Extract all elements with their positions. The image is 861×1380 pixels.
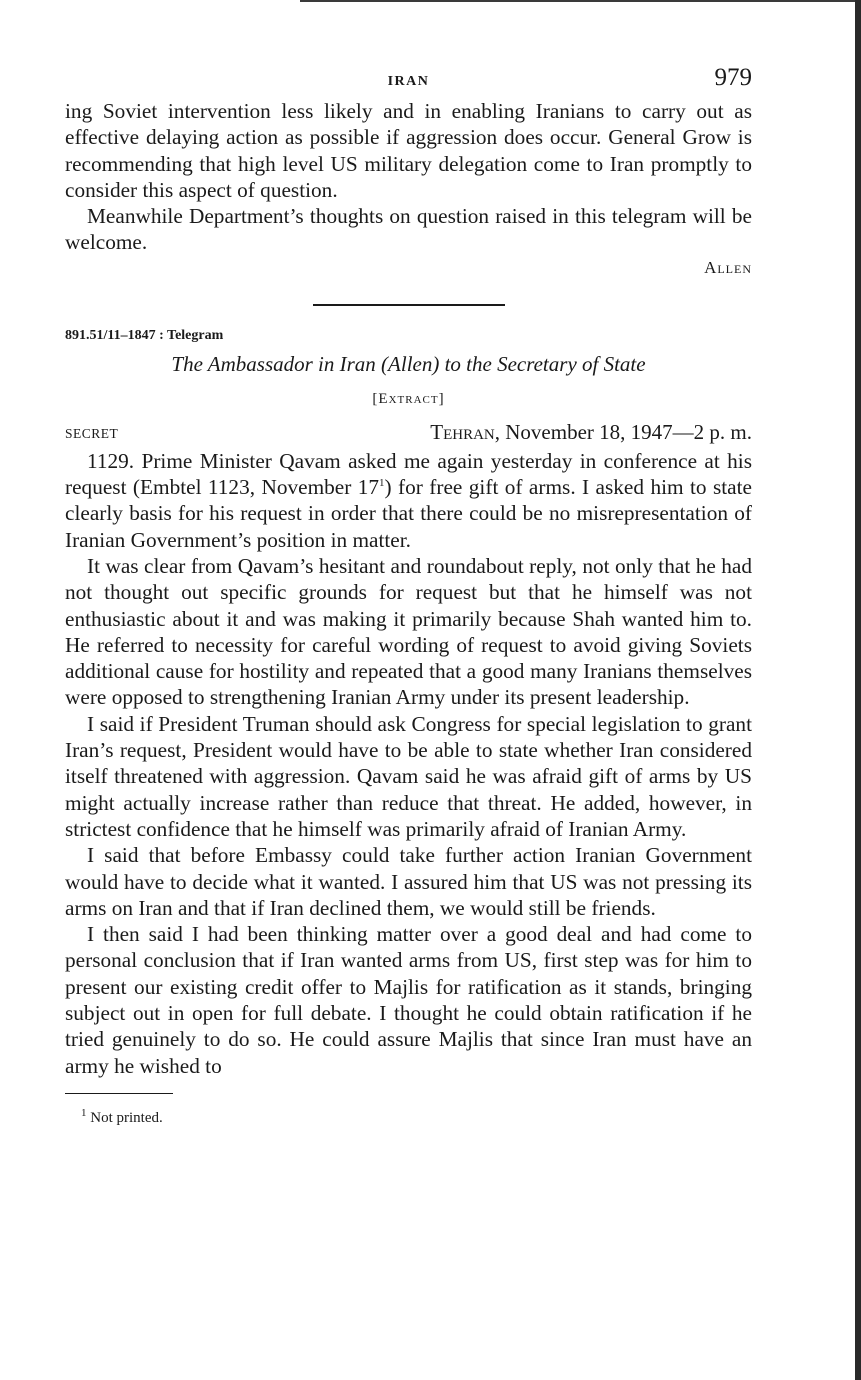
page-number: 979 (714, 64, 752, 91)
body-paragraph-4: I said that before Embassy could take further action Iranian Government would have to decide what it wanted. I assured him that US was not pressing its arms on Iran and that if Iran declined them, we would still be friends. (65, 843, 752, 920)
section-divider (313, 304, 505, 306)
footnote-ref: 1 (379, 476, 385, 489)
place: Tehran, (430, 419, 501, 444)
continued-paragraph: ing Soviet intervention less likely and in enabling Iranians to carry out as effective delaying action as possible if aggression does occur. General Grow is recommending that high level US military delegation come to Iran promptly to consider this aspect of question. (65, 99, 752, 202)
page-right-edge (855, 0, 861, 1380)
p1-text-b: ) for free gift of arms. I asked him to state clearly basis for his request in order that there could be no misrepresentation of Iranian Government’s position in matter. (65, 475, 752, 552)
dateline (65, 420, 752, 448)
closing-paragraph: Meanwhile Department’s thoughts on question raised in this telegram will be welcome. (65, 204, 752, 255)
file-reference: 891.51/11–1847 : Telegram (65, 327, 224, 343)
running-header (65, 62, 752, 98)
place-date (430, 420, 752, 445)
body-paragraph-1 (65, 448, 752, 553)
footnote-text: Not printed. (90, 1110, 163, 1127)
signature: Allen (704, 257, 752, 277)
p1-text-a: 1129. Prime Minister Qavam asked me again yesterday in conference at his request (Embtel 1123, November 17 (65, 448, 752, 500)
footnote-divider (65, 1093, 173, 1095)
footnote-marker: 1 (81, 1107, 87, 1120)
date-time: November 18, 1947—2 p. m. (500, 419, 752, 444)
body-paragraph-5: I then said I had been thinking matter over a good deal and had come to personal conclusion that if Iran wanted arms from US, first step was for him to present our existing credit offer to Majlis for ratification as it stands, bringing subject out in open for full debate. I thought he could obtain ratification if he tried genuinely to do so. He could assure Majlis that since Iran must have an army he wished to (65, 922, 752, 1078)
extract-label: [Extract] (372, 390, 445, 407)
footnote (65, 1107, 752, 1127)
book-page (65, 62, 752, 1127)
classification-label: SECRET (65, 425, 119, 441)
running-title: IRAN (387, 74, 430, 89)
page-top-edge (300, 0, 861, 2)
body-paragraph-3: I said if President Truman should ask Congress for special legislation to grant Iran’s request, President would have to be able to state whether Iran considered itself threatened with aggression. Qavam said he was afraid gift of arms by US might actually increase rather than reduce that threat. He added, however, in strictest confidence that he himself was primarily afraid of Iranian Army. (65, 711, 752, 841)
document-title: The Ambassador in Iran (Allen) to the Secretary of State (171, 351, 646, 376)
body-paragraph-2: It was clear from Qavam’s hesitant and roundabout reply, not only that he had not thought out specific grounds for request but that he himself was not enthusiastic about it and was making it primarily because Shah wanted him to. He referred to necessity for careful wording of request to avoid giving Soviets additional cause for hostility and repeated that a good many Iranians themselves were opposed to strengthening Iranian Army under its present leadership. (65, 553, 752, 710)
